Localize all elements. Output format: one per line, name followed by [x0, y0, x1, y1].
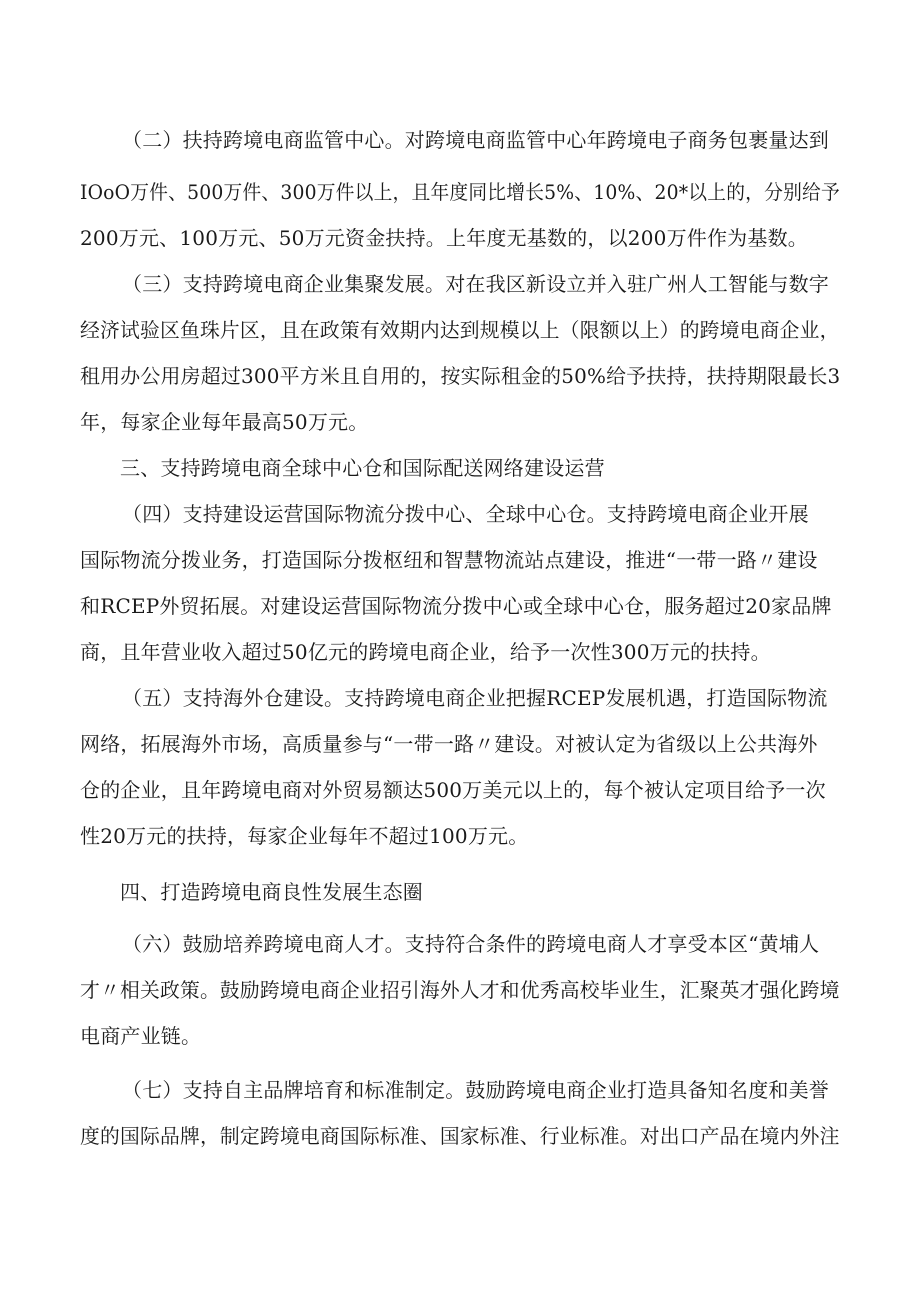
para-4-line-3: 和RCEP外贸拓展。对建设运营国际物流分拨中心或全球中心仓，服务超过20家品牌	[80, 594, 832, 618]
para-6-line-3: 电商产业链。	[80, 1024, 202, 1048]
para-4-line-1: （四）支持建设运营国际物流分拨中心、全球中心仓。支持跨境电商企业开展	[122, 502, 809, 526]
para-4-line-4: 商，且年营业收入超过50亿元的跨境电商企业，给予一次性300万元的扶持。	[80, 640, 771, 664]
section-heading-3: 三、支持跨境电商全球中心仓和国际配送网络建设运营	[120, 456, 605, 480]
para-2-line-1: （二）扶持跨境电商监管中心。对跨境电商监管中心年跨境电子商务包裹量达到	[122, 128, 829, 152]
para-5-line-2: 网络，拓展海外市场，高质量参与“一带一路〃建设。对被认定为省级以上公共海外	[80, 732, 818, 756]
para-3-line-4: 年，每家企业每年最高50万元。	[80, 410, 369, 434]
para-7-line-1: （七）支持自主品牌培育和标准制定。鼓励跨境电商企业打造具备知名度和美誉	[122, 1078, 829, 1102]
para-5-line-3: 仓的企业，且年跨境电商对外贸易额达500万美元以上的，每个被认定项目给予一次	[80, 778, 826, 802]
para-3-line-3: 租用办公用房超过300平方米且自用的，按实际租金的50%给予扶持，扶持期限最长3	[80, 364, 841, 388]
para-6-line-1: （六）鼓励培养跨境电商人才。支持符合条件的跨境电商人才享受本区“黄埔人	[122, 932, 820, 956]
para-6-line-2: 才〃相关政策。鼓励跨境电商企业招引海外人才和优秀高校毕业生，汇聚英才强化跨境	[80, 978, 840, 1002]
section-heading-4: 四、打造跨境电商良性发展生态圈	[120, 880, 423, 904]
para-4-line-2: 国际物流分拨业务，打造国际分拨枢纽和智慧物流站点建设，推进“一带一路〃建设	[80, 548, 818, 572]
para-7-line-2: 度的国际品牌，制定跨境电商国际标准、国家标准、行业标准。对出口产品在境内外注	[80, 1124, 840, 1148]
para-5-line-1: （五）支持海外仓建设。支持跨境电商企业把握RCEP发展机遇，打造国际物流	[122, 686, 828, 710]
para-3-line-1: （三）支持跨境电商企业集聚发展。对在我区新设立并入驻广州人工智能与数字	[122, 272, 829, 296]
para-3-line-2: 经济试验区鱼珠片区，且在政策有效期内达到规模以上（限额以上）的跨境电商企业，	[80, 318, 840, 342]
para-2-line-2: IOoO万件、500万件、300万件以上，且年度同比增长5%、10%、20*以上的，分别给予	[80, 180, 840, 204]
para-2-line-3: 200万元、100万元、50万元资金扶持。上年度无基数的，以200万件作为基数。	[80, 226, 808, 250]
para-5-line-4: 性20万元的扶持，每家企业每年不超过100万元。	[80, 824, 529, 848]
